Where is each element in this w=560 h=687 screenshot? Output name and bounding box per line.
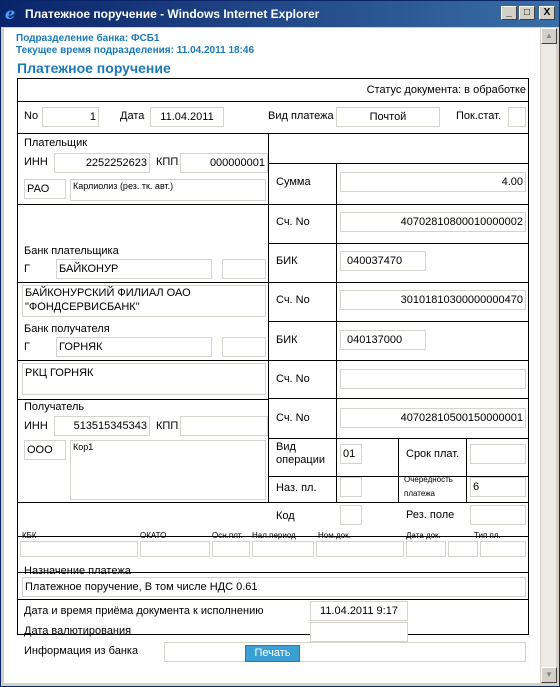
payer-form-field[interactable]: РАО bbox=[24, 179, 66, 199]
close-button[interactable]: X bbox=[539, 6, 555, 20]
payee-account-field[interactable]: 40702810500150000001 bbox=[340, 408, 526, 428]
print-button[interactable]: Печать bbox=[245, 645, 300, 662]
minimize-button[interactable]: _ bbox=[501, 6, 517, 20]
payee-bank-name-field[interactable]: РКЦ ГОРНЯК bbox=[22, 363, 266, 395]
tax-type-label: Тип пл. bbox=[474, 531, 501, 540]
tax-period-field[interactable] bbox=[252, 541, 314, 557]
ie-icon: e bbox=[5, 4, 16, 23]
doc-date-field[interactable]: 11.04.2011 bbox=[150, 107, 224, 127]
payee-form-field[interactable]: ООО bbox=[24, 440, 66, 460]
tax-okato-label: ОКАТО bbox=[140, 531, 167, 540]
payment-type-field[interactable]: Почтой bbox=[336, 107, 440, 127]
op-type-field[interactable]: 01 bbox=[340, 444, 362, 464]
payment-type-label: Вид платежа bbox=[268, 110, 334, 122]
term-field[interactable] bbox=[470, 444, 526, 464]
op-type-label-1: Вид bbox=[276, 441, 296, 453]
payer-bank-bik-field[interactable]: 040037470 bbox=[340, 251, 426, 271]
payee-bank-account-field[interactable] bbox=[340, 369, 526, 389]
title-bar bbox=[1, 1, 559, 27]
doc-date-label: Дата bbox=[120, 110, 145, 122]
bank-info-field[interactable] bbox=[164, 642, 526, 662]
payer-bank-section-label: Банк плательщика bbox=[24, 245, 119, 257]
payee-bank-city-prefix: Г bbox=[24, 341, 30, 353]
payee-bank-section-label: Банк получателя bbox=[24, 323, 110, 335]
payee-account-label: Сч. No bbox=[276, 412, 310, 424]
payee-bank-city-field[interactable]: ГОРНЯК bbox=[56, 337, 212, 357]
tax-okato-field[interactable] bbox=[140, 541, 210, 557]
tax-date-field[interactable] bbox=[406, 541, 446, 557]
tax-type-field[interactable] bbox=[480, 541, 526, 557]
res-field[interactable] bbox=[470, 505, 526, 525]
tax-num-field[interactable] bbox=[316, 541, 404, 557]
payer-name-field[interactable]: Карлиолиз (рез. тк. авт.) bbox=[70, 179, 266, 201]
payer-bank-name-field[interactable]: БАЙКОНУРСКИЙ ФИЛИАЛ ОАО "ФОНДСЕРВИСБАНК" bbox=[22, 285, 266, 317]
document-status: Статус документа: в обработке bbox=[366, 84, 526, 96]
accept-date-label: Дата и время приёма документа к исполнению bbox=[24, 605, 264, 617]
payee-bank-account-label: Сч. No bbox=[276, 373, 310, 385]
tax-kbk-field[interactable] bbox=[20, 541, 138, 557]
doc-number-label: No bbox=[24, 110, 39, 122]
payer-kpp-field[interactable]: 000000001 bbox=[180, 153, 268, 173]
payer-section-label: Плательщик bbox=[24, 137, 88, 149]
up-arrow-icon[interactable]: ▲ bbox=[541, 28, 557, 44]
payee-bank-bik-label: БИК bbox=[276, 334, 298, 346]
page-content bbox=[4, 28, 556, 683]
payee-name-field[interactable]: Кор1 bbox=[70, 440, 266, 500]
payee-bank-extra-field[interactable] bbox=[222, 337, 266, 357]
tax-osn-label: Осн.плт. bbox=[212, 531, 243, 540]
payer-account-label: Сч. No bbox=[276, 216, 310, 228]
op-type-label-2: операции bbox=[276, 454, 326, 466]
tax-date-label: Дата док. bbox=[406, 531, 441, 540]
payer-bank-city-prefix: Г bbox=[24, 263, 30, 275]
amount-label: Сумма bbox=[276, 176, 311, 188]
term-label: Срок плат. bbox=[406, 448, 460, 460]
payer-account-field[interactable]: 40702810800010000002 bbox=[340, 212, 526, 232]
window-title: Платежное поручение - Windows Internet Explorer bbox=[25, 7, 320, 21]
payer-bank-account-field[interactable]: 30101810300000000470 bbox=[340, 290, 526, 310]
queue-field[interactable]: 6 bbox=[470, 477, 526, 497]
page-title: Платежное поручение bbox=[17, 60, 171, 76]
payee-kpp-label: КПП bbox=[156, 420, 179, 432]
pok-stat-label: Пок.стат. bbox=[456, 110, 502, 122]
payee-kpp-field[interactable] bbox=[180, 416, 268, 436]
purpose-field[interactable]: Платежное поручение, В том числе НДС 0.61 bbox=[22, 577, 526, 597]
pok-stat-field[interactable] bbox=[508, 107, 526, 127]
payer-bank-account-label: Сч. No bbox=[276, 294, 310, 306]
purpose-code-field[interactable] bbox=[340, 477, 362, 497]
maximize-button[interactable]: □ bbox=[519, 6, 535, 20]
payer-kpp-label: КПП bbox=[156, 156, 179, 168]
amount-field[interactable]: 4.00 bbox=[340, 172, 526, 192]
bank-division: Подразделение банка: ФСБ1 bbox=[16, 33, 160, 44]
purpose-label: Назначение платежа bbox=[24, 565, 131, 577]
valuation-date-field[interactable] bbox=[310, 622, 408, 642]
payee-section-label: Получатель bbox=[24, 401, 85, 413]
res-field-label: Рез. поле bbox=[406, 509, 455, 521]
queue-label-1: Очередность bbox=[404, 475, 453, 484]
bank-info-label: Информация из банка bbox=[24, 645, 139, 657]
current-time: Текущее время подразделения: 11.04.2011 18:46 bbox=[16, 45, 255, 56]
payer-bank-city-field[interactable]: БАЙКОНУР bbox=[56, 259, 212, 279]
accept-date-field[interactable]: 11.04.2011 9:17 bbox=[310, 601, 408, 621]
doc-number-field[interactable]: 1 bbox=[42, 107, 99, 127]
tax-date-field-2[interactable] bbox=[448, 541, 478, 557]
tax-osn-field[interactable] bbox=[212, 541, 250, 557]
payer-bank-extra-field[interactable] bbox=[222, 259, 266, 279]
down-arrow-icon[interactable]: ▼ bbox=[541, 667, 557, 683]
tax-period-label: Нал.период bbox=[252, 531, 296, 540]
payee-bank-bik-field[interactable]: 040137000 bbox=[340, 330, 426, 350]
code-field[interactable] bbox=[340, 505, 362, 525]
vertical-scrollbar[interactable] bbox=[540, 28, 556, 683]
tax-num-label: Ном.док. bbox=[318, 531, 351, 540]
valuation-date-label: Дата валютирования bbox=[24, 625, 132, 637]
purpose-code-label: Наз. пл. bbox=[276, 482, 317, 494]
payer-bank-bik-label: БИК bbox=[276, 255, 298, 267]
queue-label-2: платежа bbox=[404, 489, 436, 498]
payee-inn-label: ИНН bbox=[24, 420, 48, 432]
payee-inn-field[interactable]: 513515345343 bbox=[54, 416, 150, 436]
tax-kbk-label: КБК bbox=[22, 531, 37, 540]
payer-inn-label: ИНН bbox=[24, 156, 48, 168]
payer-inn-field[interactable]: 2252252623 bbox=[54, 153, 150, 173]
code-label: Код bbox=[276, 510, 295, 522]
